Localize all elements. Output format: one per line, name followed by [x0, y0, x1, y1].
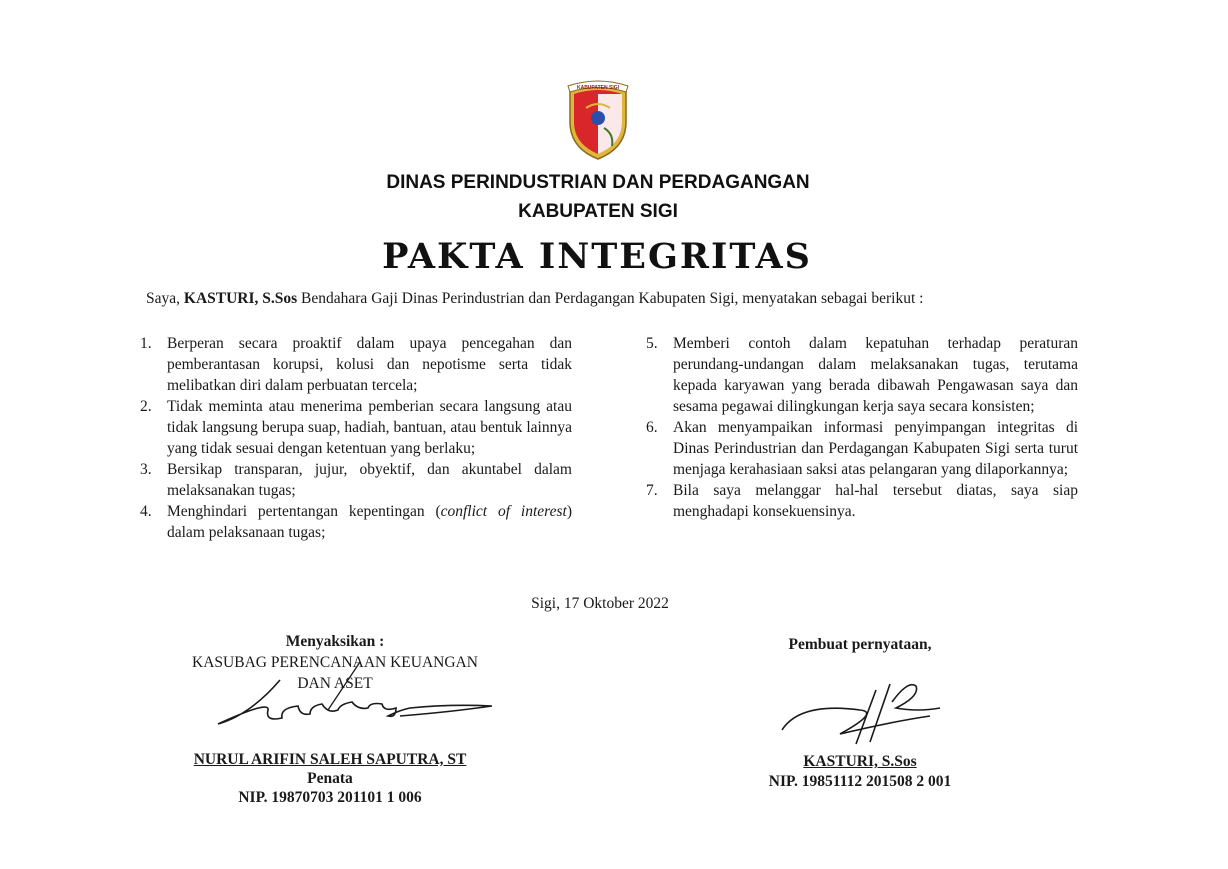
document-title: PAKTA INTEGRITAS	[382, 236, 812, 277]
commitment-text: Memberi contoh dalam kepatuhan terhadap peraturan perundang-undangan dalam melaksanakan tugas, terutama kepada karyawan yang berada dibawah Pengawasan saya dan sesama pegawai dilingkungan kerja saya secara konsisten;	[673, 335, 1078, 415]
commitment-item	[140, 459, 572, 501]
declarant-signature	[780, 672, 950, 762]
emblem-banner-text: KABUPATEN SIGI	[576, 85, 620, 91]
commitment-item	[646, 480, 1078, 522]
witness-name: NURUL ARIFIN SALEH SAPUTRA, ST	[193, 751, 467, 768]
commitment-text: Akan menyampaikan informasi penyimpangan integritas di Dinas Perindustrian dan Perdagangan Kabupaten Sigi serta turut menjaga kerahasiaan saksi atas pelangaran yang dilaporkannya;	[673, 419, 1078, 478]
declarant-nip: NIP. 19851112 201508 2 001	[768, 773, 952, 790]
declarant-label: Pembuat pernyataan,	[788, 636, 932, 653]
commitment-number: 3.	[140, 461, 152, 478]
commitment-item	[646, 417, 1078, 480]
commitment-text: Berperan secara proaktif dalam upaya pencegahan dan pemberantasan korupsi, kolusi dan nepotisme serta tidak melibatkan diri dalam perbuatan tercela;	[167, 335, 572, 394]
commitment-text-after: ) dalam pelaksanaan tugas;	[167, 503, 572, 541]
witness-rank: Penata	[307, 770, 353, 787]
declarant-name: KASTURI, S.Sos	[803, 753, 917, 770]
commitment-number: 5.	[646, 335, 658, 352]
commitment-item	[140, 396, 572, 459]
declarant-identity	[730, 752, 990, 792]
commitment-item	[646, 333, 1078, 417]
witness-nip: NIP. 19870703 201101 1 006	[238, 789, 422, 806]
intro-suffix: Bendahara Gaji Dinas Perindustrian dan Perdagangan Kabupaten Sigi, menyatakan sebagai berikut :	[297, 290, 924, 307]
commitment-text-before: Menghindari pertentangan kepentingan (	[167, 503, 441, 520]
witness-label: Menyaksikan :	[285, 633, 385, 650]
commitment-number: 1.	[140, 335, 152, 352]
document-date: Sigi, 17 Oktober 2022	[531, 595, 669, 612]
commitment-number: 6.	[646, 419, 658, 436]
commitment-text: Bila saya melanggar hal-hal tersebut diatas, saya siap menghadapi konsekuensinya.	[673, 482, 1078, 520]
commitment-text: Bersikap transparan, jujur, obyektif, dan akuntabel dalam melaksanakan tugas;	[167, 461, 572, 499]
witness-identity	[160, 750, 500, 807]
witness-signature	[210, 660, 510, 755]
commitment-list-right	[646, 333, 1078, 522]
commitment-number: 7.	[646, 482, 658, 499]
commitment-number: 4.	[140, 503, 152, 520]
commitment-text-italic: conflict of interest	[440, 503, 567, 520]
commitment-list-left	[140, 333, 572, 543]
commitment-item	[140, 501, 572, 543]
declarant-block	[730, 634, 990, 655]
kabupaten-sigi-emblem	[564, 78, 632, 160]
commitment-text: Tidak meminta atau menerima pemberian secara langsung atau tidak langsung berupa suap, hadiah, bantuan, atau bentuk lainnya yang tidak sesuai dengan ketentuan yang berlaku;	[167, 398, 572, 457]
regency-name: KABUPATEN SIGI	[518, 201, 678, 222]
commitment-number: 2.	[140, 398, 152, 415]
intro-prefix: Saya,	[146, 290, 184, 307]
witness-position-line1: KASUBAG PERENCANAAN KEUANGAN	[192, 654, 478, 671]
intro-name: KASTURI, S.Sos	[183, 290, 298, 307]
witness-position-line2: DAN ASET	[297, 675, 373, 692]
intro-statement	[146, 290, 923, 308]
commitment-item	[140, 333, 572, 396]
office-name: DINAS PERINDUSTRIAN DAN PERDAGANGAN	[386, 172, 810, 193]
